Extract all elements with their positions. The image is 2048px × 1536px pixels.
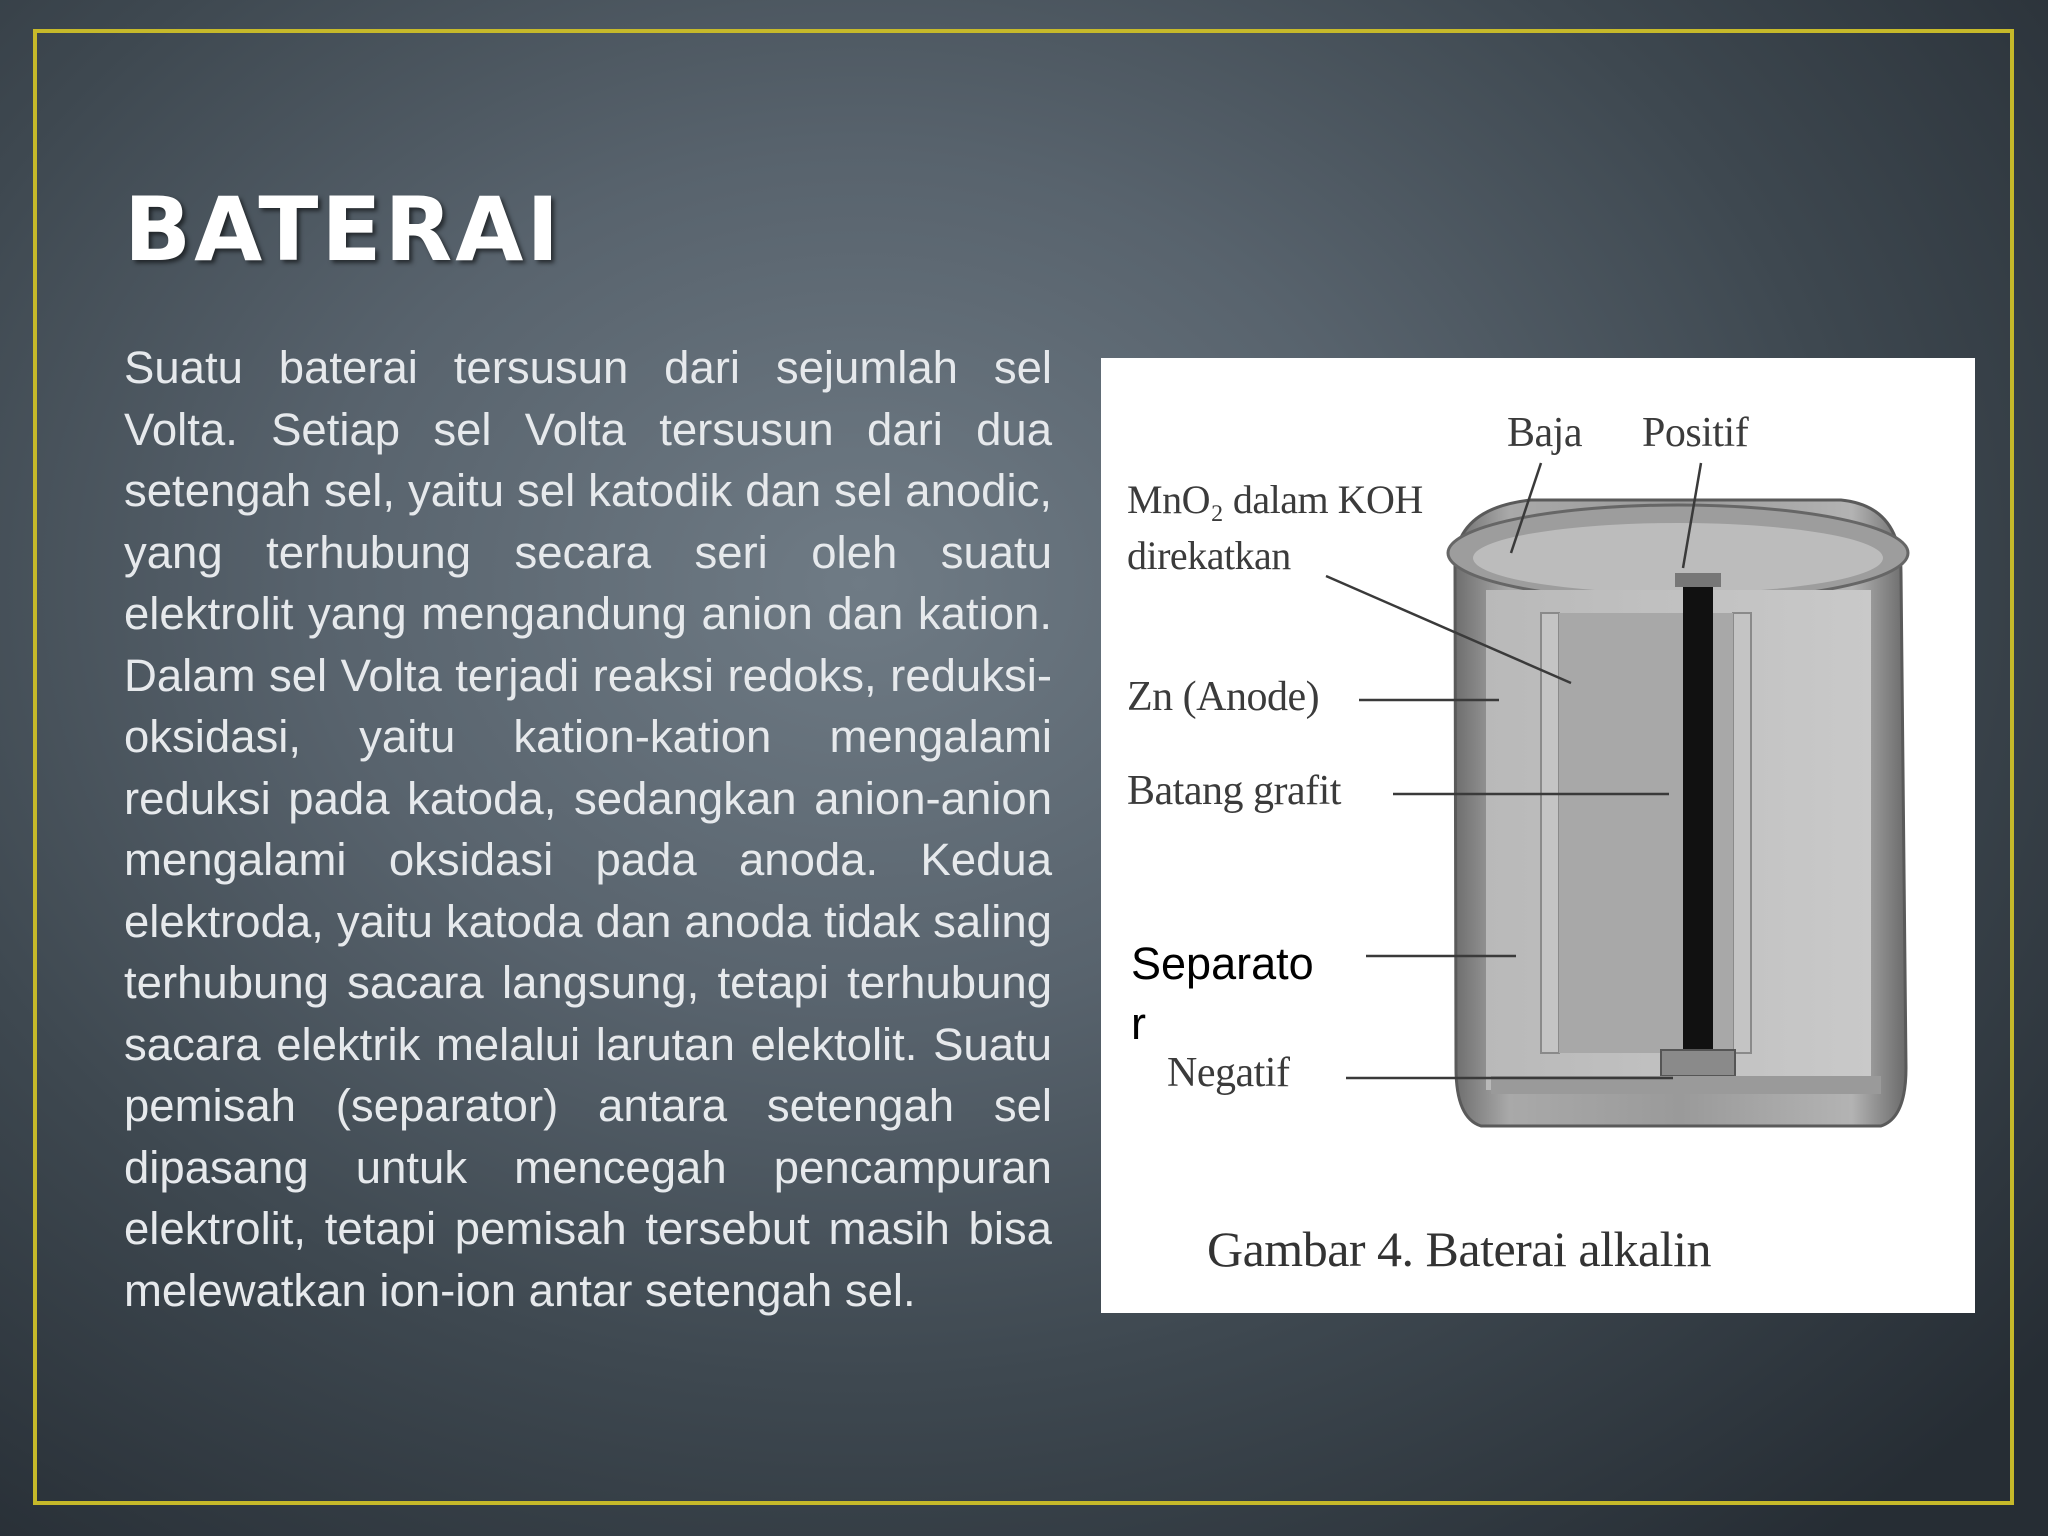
- battery-figure: [1101, 358, 1975, 1313]
- slide-title: BATERAI: [124, 178, 563, 281]
- label-separator: Separato r: [1131, 938, 1314, 1049]
- graphite-rod: [1683, 580, 1713, 1050]
- slide-body-text: Suatu baterai tersusun dari sejumlah sel Volta. Setiap sel Volta tersusun dari dua setengah sel, yaitu sel katodik dan sel anodic, yang terhubung secara seri oleh suatu elektrolit yang mengandung anion dan kation. Dalam sel Volta terjadi reaksi redoks, reduksi-oksidasi, yaitu kation-kation mengalami reduksi pada katoda, sedangkan anion-anion mengalami oksidasi pada anoda. Kedua elektroda, yaitu katoda dan anoda tidak saling terhubung sacara langsung, tetapi terhubung sacara elektrik melalui larutan elektolit. Suatu pemisah (separator) antara setengah sel dipasang untuk mencegah pencampuran elektrolit, tetapi pemisah tersebut masih bisa melewatkan ion-ion antar setengah sel.: [124, 342, 1052, 1316]
- negative-terminal-plate: [1661, 1050, 1735, 1076]
- label-mno2-line2: direkatkan: [1127, 533, 1291, 578]
- label-positif: Positif: [1642, 410, 1749, 456]
- label-negatif: Negatif: [1167, 1050, 1290, 1096]
- label-zn-anode: Zn (Anode): [1127, 674, 1320, 720]
- label-mno2-line1: MnO₂ dalam KOH: [1127, 477, 1423, 522]
- label-baja: Baja: [1507, 410, 1582, 456]
- figure-caption: Gambar 4. Baterai alkalin: [1207, 1221, 1711, 1277]
- label-batang-grafit: Batang grafit: [1127, 768, 1341, 814]
- separator-wall: [1541, 613, 1559, 1053]
